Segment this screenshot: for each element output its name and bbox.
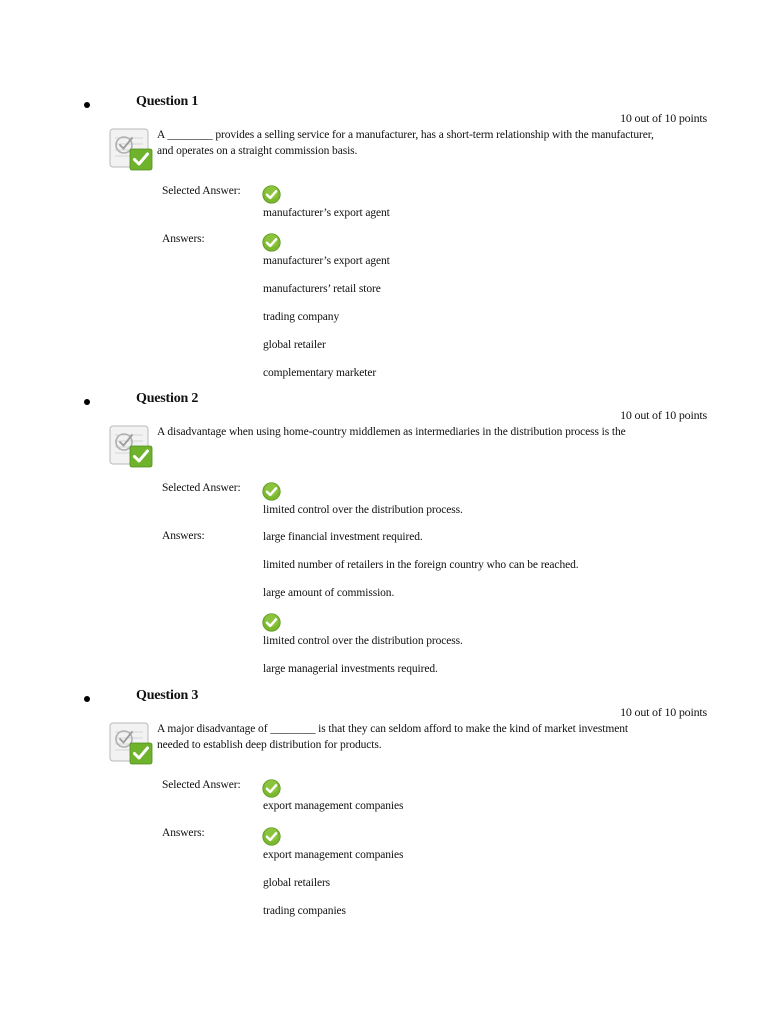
question-text: A major disadvantage of ________ is that they can seldom afford to make the kind of market investment needed to establish deep distribution for products.	[157, 723, 628, 751]
points-score: 10 out of 10 points	[620, 705, 707, 719]
correct-check-icon	[262, 613, 281, 632]
answer-option: export management companies	[263, 849, 404, 861]
answer-option: complementary marketer	[263, 367, 377, 379]
answer-option: trading companies	[263, 905, 346, 917]
question-text: A ________ provides a selling service for a manufacturer, has a short-term relationship with the manufacturer, and operates on a straight commission basis.	[157, 129, 654, 157]
answer-option: large financial investment required.	[263, 531, 423, 543]
answers-label: Answers:	[162, 530, 205, 542]
selected-answer-label: Selected Answer:	[162, 185, 241, 197]
question-title: Question 3	[136, 688, 199, 703]
bullet	[84, 102, 90, 108]
question-2	[0, 391, 768, 693]
correct-check-icon	[262, 185, 281, 204]
answer-option: global retailer	[263, 339, 326, 351]
correct-check-icon	[262, 779, 281, 798]
question-text: A disadvantage when using home-country middlemen as intermediaries in the distribution process is the	[157, 426, 626, 438]
answer-option: limited number of retailers in the foreign country who can be reached.	[263, 559, 579, 571]
question-title: Question 2	[136, 391, 199, 406]
points-score: 10 out of 10 points	[620, 111, 707, 125]
selected-answer-text: limited control over the distribution process.	[263, 504, 463, 516]
bullet	[84, 696, 90, 702]
selected-answer-label: Selected Answer:	[162, 482, 241, 494]
answer-option: manufacturers’ retail store	[263, 283, 381, 295]
selected-answer-text: manufacturer’s export agent	[263, 207, 390, 219]
answers-label: Answers:	[162, 827, 205, 839]
bullet	[84, 399, 90, 405]
selected-answer-label: Selected Answer:	[162, 779, 241, 791]
answer-option: manufacturer’s export agent	[263, 255, 390, 267]
correct-check-icon	[262, 233, 281, 252]
graded-document-icon	[108, 423, 154, 469]
question-1	[0, 94, 768, 396]
question-3	[0, 688, 768, 990]
graded-document-icon	[108, 126, 154, 172]
answer-option: large amount of commission.	[263, 587, 395, 599]
answer-option: limited control over the distribution process.	[263, 635, 463, 647]
graded-document-icon	[108, 720, 154, 766]
answers-label: Answers:	[162, 233, 205, 245]
correct-check-icon	[262, 827, 281, 846]
correct-check-icon	[262, 482, 281, 501]
selected-answer-text: export management companies	[263, 800, 404, 812]
answer-option: large managerial investments required.	[263, 663, 438, 675]
points-score: 10 out of 10 points	[620, 408, 707, 422]
answer-option: global retailers	[263, 877, 331, 889]
question-title: Question 1	[136, 94, 199, 109]
answer-option: trading company	[263, 311, 340, 323]
